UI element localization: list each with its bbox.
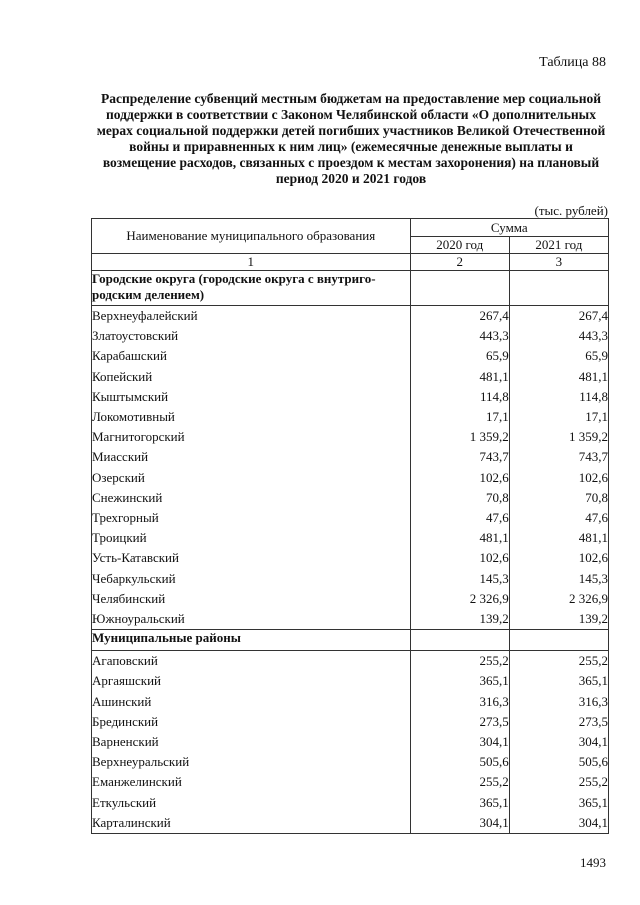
- column-number: 2: [410, 254, 509, 271]
- value-2021: 255,2: [509, 772, 608, 792]
- column-number: 1: [92, 254, 411, 271]
- value-2021: 2 326,9: [509, 589, 608, 609]
- subvention-table: [91, 218, 609, 834]
- value-2021: 65,9: [509, 346, 608, 366]
- empty-cell: [509, 271, 608, 306]
- value-2021: 102,6: [509, 548, 608, 568]
- table-row: [92, 671, 609, 691]
- value-2020: 47,6: [410, 508, 509, 528]
- table-row: [92, 427, 609, 447]
- section-heading: Муниципальные районы: [92, 630, 411, 651]
- table-row: [92, 609, 609, 630]
- table-row: [92, 528, 609, 548]
- column-header-sum: Сумма: [410, 219, 608, 237]
- units-label: (тыс. рублей): [534, 203, 608, 218]
- value-2020: 365,1: [410, 671, 509, 691]
- value-2020: 304,1: [410, 732, 509, 752]
- value-2020: 1 359,2: [410, 427, 509, 447]
- value-2020: 267,4: [410, 306, 509, 327]
- value-2020: 255,2: [410, 772, 509, 792]
- table-row: [92, 793, 609, 813]
- municipality-name: Южноуральский: [92, 609, 411, 630]
- value-2020: 743,7: [410, 447, 509, 467]
- value-2020: 70,8: [410, 488, 509, 508]
- municipality-name: Копейский: [92, 367, 411, 387]
- municipality-name: Златоустовский: [92, 326, 411, 346]
- table-row: [92, 568, 609, 588]
- value-2021: 481,1: [509, 528, 608, 548]
- municipality-name: Кыштымский: [92, 387, 411, 407]
- value-2021: 443,3: [509, 326, 608, 346]
- table-row: [92, 508, 609, 528]
- value-2021: 47,6: [509, 508, 608, 528]
- section-row-urban-districts: [92, 271, 609, 306]
- value-2021: 102,6: [509, 468, 608, 488]
- value-2020: 316,3: [410, 692, 509, 712]
- value-2021: 1 359,2: [509, 427, 608, 447]
- table-row: [92, 548, 609, 568]
- table-row: [92, 468, 609, 488]
- section-row-municipal-districts: [92, 630, 609, 651]
- empty-cell: [410, 630, 509, 651]
- value-2021: 743,7: [509, 447, 608, 467]
- table-row: [92, 732, 609, 752]
- municipality-name: Снежинский: [92, 488, 411, 508]
- municipality-name: Агаповский: [92, 651, 411, 672]
- table-row: [92, 306, 609, 327]
- value-2020: 255,2: [410, 651, 509, 672]
- municipality-name: Варненский: [92, 732, 411, 752]
- column-number-row: [92, 254, 609, 271]
- municipality-name: Челябинский: [92, 589, 411, 609]
- municipality-name: Чебаркульский: [92, 568, 411, 588]
- value-2020: 304,1: [410, 813, 509, 834]
- table-row: [92, 651, 609, 672]
- column-number: 3: [509, 254, 608, 271]
- value-2021: 273,5: [509, 712, 608, 732]
- value-2020: 443,3: [410, 326, 509, 346]
- section-heading: Городские округа (городские округа с внутригородским делением): [92, 271, 411, 306]
- value-2021: 139,2: [509, 609, 608, 630]
- empty-cell: [509, 630, 608, 651]
- value-2021: 17,1: [509, 407, 608, 427]
- municipality-name: Озерский: [92, 468, 411, 488]
- value-2021: 365,1: [509, 671, 608, 691]
- value-2020: 114,8: [410, 387, 509, 407]
- municipality-name: Карталинский: [92, 813, 411, 834]
- value-2020: 481,1: [410, 367, 509, 387]
- value-2020: 2 326,9: [410, 589, 509, 609]
- value-2020: 65,9: [410, 346, 509, 366]
- value-2021: 505,6: [509, 752, 608, 772]
- value-2020: 102,6: [410, 468, 509, 488]
- municipality-name: Карабашский: [92, 346, 411, 366]
- table-number-label: Таблица 88: [539, 55, 606, 70]
- municipality-name: Верхнеуральский: [92, 752, 411, 772]
- value-2020: 17,1: [410, 407, 509, 427]
- table-row: [92, 407, 609, 427]
- value-2020: 273,5: [410, 712, 509, 732]
- value-2020: 365,1: [410, 793, 509, 813]
- value-2020: 145,3: [410, 568, 509, 588]
- table-row: [92, 367, 609, 387]
- value-2021: 255,2: [509, 651, 608, 672]
- municipality-name: Магнитогорский: [92, 427, 411, 447]
- table-row: [92, 772, 609, 792]
- table-row: [92, 752, 609, 772]
- table-row: [92, 346, 609, 366]
- value-2021: 145,3: [509, 568, 608, 588]
- value-2021: 267,4: [509, 306, 608, 327]
- value-2020: 505,6: [410, 752, 509, 772]
- value-2020: 139,2: [410, 609, 509, 630]
- page-number: 1493: [580, 855, 606, 870]
- table-row: [92, 326, 609, 346]
- value-2021: 365,1: [509, 793, 608, 813]
- column-header-2020: 2020 год: [410, 237, 509, 254]
- municipality-name: Еманжелинский: [92, 772, 411, 792]
- value-2020: 102,6: [410, 548, 509, 568]
- table-row: [92, 488, 609, 508]
- table-row: [92, 692, 609, 712]
- municipality-name: Трехгорный: [92, 508, 411, 528]
- value-2021: 114,8: [509, 387, 608, 407]
- document-title: Распределение субвенций местным бюджетам на предоставление мер социальной поддержки в соответствии с Законом Челябинской области «О дополнительных мерах социальной поддержки детей погибших участников Великой Отечественной войны и приравненных к ним лиц» (ежемесячные денежные выплаты и возмещение расходов, связанных с проездом к местам захоронения) на плановый период 2020 и 2021 годов: [96, 91, 606, 186]
- municipality-name: Верхнеуфалейский: [92, 306, 411, 327]
- value-2021: 70,8: [509, 488, 608, 508]
- column-header-2021: 2021 год: [509, 237, 608, 254]
- table-row: [92, 387, 609, 407]
- column-header-municipality: Наименование муниципального образования: [92, 219, 411, 254]
- value-2021: 481,1: [509, 367, 608, 387]
- municipality-name: Усть-Катавский: [92, 548, 411, 568]
- table-row: [92, 589, 609, 609]
- value-2021: 304,1: [509, 732, 608, 752]
- empty-cell: [410, 271, 509, 306]
- municipality-name: Троицкий: [92, 528, 411, 548]
- value-2021: 304,1: [509, 813, 608, 834]
- table-row: [92, 447, 609, 467]
- municipality-name: Миасский: [92, 447, 411, 467]
- table-row: [92, 813, 609, 834]
- municipality-name: Локомотивный: [92, 407, 411, 427]
- municipality-name: Ашинский: [92, 692, 411, 712]
- value-2020: 481,1: [410, 528, 509, 548]
- municipality-name: Еткульский: [92, 793, 411, 813]
- municipality-name: Брединский: [92, 712, 411, 732]
- value-2021: 316,3: [509, 692, 608, 712]
- municipality-name: Аргаяшский: [92, 671, 411, 691]
- table-row: [92, 712, 609, 732]
